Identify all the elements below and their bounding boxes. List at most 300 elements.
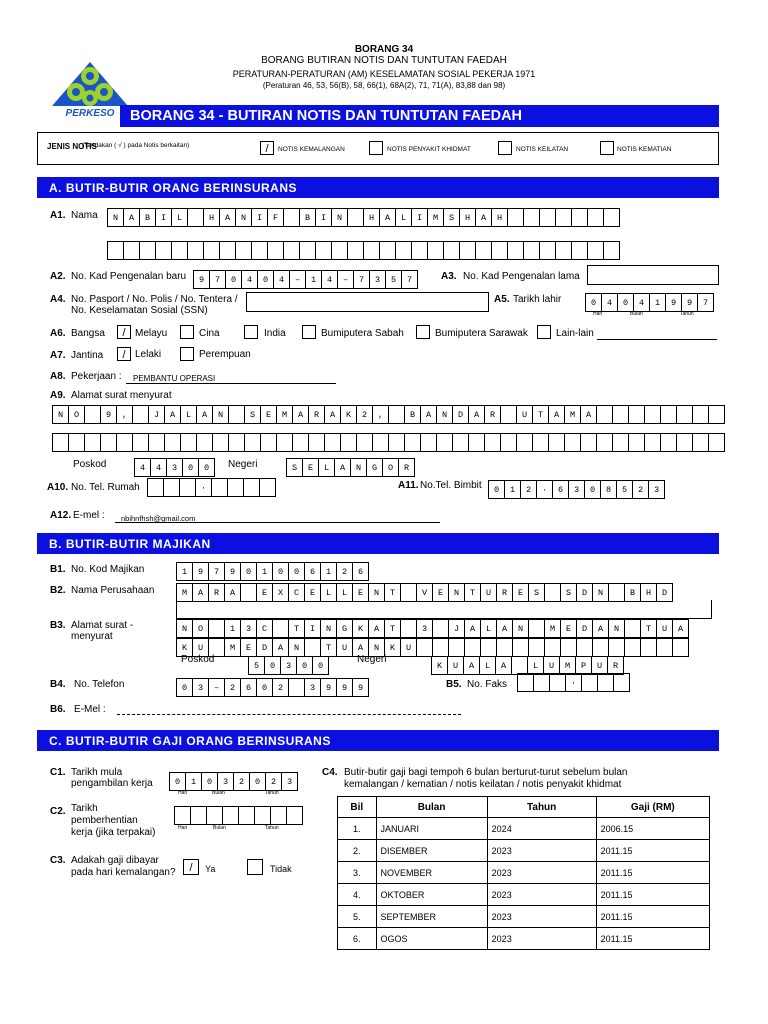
char-cell[interactable] <box>331 241 348 260</box>
char-cell[interactable]: 0 <box>488 480 505 499</box>
char-cell[interactable]: E <box>240 638 257 657</box>
char-cell[interactable] <box>272 619 289 638</box>
char-cell[interactable] <box>243 478 260 497</box>
char-cell[interactable] <box>288 678 305 697</box>
char-cell[interactable]: D <box>452 405 469 424</box>
char-cell[interactable]: 9 <box>665 293 682 312</box>
char-cell[interactable]: N <box>350 458 367 477</box>
char-cell[interactable]: N <box>448 583 465 602</box>
char-cell[interactable] <box>692 405 709 424</box>
char-cell[interactable] <box>171 241 188 260</box>
char-cell[interactable] <box>308 433 325 452</box>
b3-address-row2[interactable] <box>176 638 689 657</box>
salary-bulan[interactable]: SEPTEMBER <box>376 906 487 928</box>
char-cell[interactable]: 9 <box>192 562 209 581</box>
notis-keilatan-checkbox[interactable] <box>498 141 512 155</box>
char-cell[interactable]: V <box>416 583 433 602</box>
char-cell[interactable]: 0 <box>176 678 193 697</box>
char-cell[interactable] <box>468 433 485 452</box>
char-cell[interactable]: N <box>368 583 385 602</box>
a7-perempuan-checkbox[interactable] <box>180 347 194 361</box>
char-cell[interactable] <box>388 433 405 452</box>
char-cell[interactable] <box>549 673 566 692</box>
char-cell[interactable]: E <box>304 583 321 602</box>
char-cell[interactable] <box>592 638 609 657</box>
b1-employer-code[interactable] <box>176 562 369 581</box>
char-cell[interactable]: A <box>495 656 512 675</box>
char-cell[interactable] <box>640 638 657 657</box>
char-cell[interactable] <box>507 241 524 260</box>
b3-poskod[interactable] <box>248 656 329 675</box>
char-cell[interactable] <box>436 433 453 452</box>
a1-name-row1[interactable] <box>107 208 620 227</box>
char-cell[interactable]: E <box>432 583 449 602</box>
char-cell[interactable]: 1 <box>504 480 521 499</box>
char-cell[interactable]: 2 <box>265 772 282 791</box>
char-cell[interactable] <box>254 806 271 825</box>
char-cell[interactable]: U <box>656 619 673 638</box>
char-cell[interactable]: 0 <box>169 772 186 791</box>
char-cell[interactable]: K <box>176 638 193 657</box>
a7-lelaki-checkbox[interactable]: / <box>117 347 131 361</box>
char-cell[interactable] <box>404 433 421 452</box>
char-cell[interactable] <box>571 208 588 227</box>
char-cell[interactable] <box>315 241 332 260</box>
char-cell[interactable]: K <box>431 656 448 675</box>
salary-tahun[interactable]: 2023 <box>487 840 596 862</box>
salary-gaji[interactable]: 2006.15 <box>596 818 709 840</box>
char-cell[interactable] <box>644 433 661 452</box>
char-cell[interactable]: T <box>532 405 549 424</box>
char-cell[interactable]: R <box>496 583 513 602</box>
char-cell[interactable]: U <box>516 405 533 424</box>
char-cell[interactable]: D <box>576 619 593 638</box>
char-cell[interactable]: K <box>340 405 357 424</box>
char-cell[interactable] <box>123 241 140 260</box>
char-cell[interactable]: R <box>484 405 501 424</box>
char-cell[interactable]: H <box>491 208 508 227</box>
char-cell[interactable]: 7 <box>401 270 418 289</box>
salary-tahun[interactable]: 2024 <box>487 818 596 840</box>
char-cell[interactable]: P <box>575 656 592 675</box>
char-cell[interactable] <box>68 433 85 452</box>
char-cell[interactable] <box>603 208 620 227</box>
char-cell[interactable]: N <box>320 619 337 638</box>
char-cell[interactable] <box>100 433 117 452</box>
char-cell[interactable]: U <box>480 583 497 602</box>
char-cell[interactable] <box>603 241 620 260</box>
char-cell[interactable]: 3 <box>369 270 386 289</box>
char-cell[interactable]: I <box>315 208 332 227</box>
char-cell[interactable]: 0 <box>585 293 602 312</box>
char-cell[interactable] <box>528 619 545 638</box>
char-cell[interactable]: 1 <box>185 772 202 791</box>
char-cell[interactable]: S <box>528 583 545 602</box>
a6-lainlain-checkbox[interactable] <box>537 325 551 339</box>
char-cell[interactable] <box>532 433 549 452</box>
char-cell[interactable]: A <box>368 619 385 638</box>
char-cell[interactable]: C <box>256 619 273 638</box>
char-cell[interactable]: 5 <box>385 270 402 289</box>
char-cell[interactable] <box>459 241 476 260</box>
char-cell[interactable]: A <box>352 638 369 657</box>
char-cell[interactable] <box>581 673 598 692</box>
char-cell[interactable]: 0 <box>240 562 257 581</box>
char-cell[interactable]: L <box>180 405 197 424</box>
char-cell[interactable]: H <box>640 583 657 602</box>
char-cell[interactable]: R <box>607 656 624 675</box>
char-cell[interactable]: O <box>68 405 85 424</box>
char-cell[interactable] <box>555 241 572 260</box>
char-cell[interactable] <box>507 208 524 227</box>
char-cell[interactable] <box>304 638 321 657</box>
char-cell[interactable]: A <box>272 638 289 657</box>
char-cell[interactable]: 9 <box>224 562 241 581</box>
char-cell[interactable] <box>155 241 172 260</box>
char-cell[interactable] <box>523 241 540 260</box>
a5-birthdate[interactable] <box>585 293 714 312</box>
char-cell[interactable] <box>523 208 540 227</box>
char-cell[interactable]: · <box>195 478 212 497</box>
char-cell[interactable] <box>624 619 641 638</box>
char-cell[interactable] <box>363 241 380 260</box>
char-cell[interactable] <box>222 806 239 825</box>
char-cell[interactable]: L <box>318 458 335 477</box>
char-cell[interactable]: 2 <box>356 405 373 424</box>
b2-row2-input[interactable] <box>176 600 712 619</box>
char-cell[interactable]: 7 <box>209 270 226 289</box>
char-cell[interactable] <box>147 478 164 497</box>
char-cell[interactable] <box>656 638 673 657</box>
char-cell[interactable]: A <box>548 405 565 424</box>
char-cell[interactable] <box>624 638 641 657</box>
char-cell[interactable]: – <box>337 270 354 289</box>
char-cell[interactable]: A <box>196 405 213 424</box>
char-cell[interactable]: 4 <box>633 293 650 312</box>
char-cell[interactable]: 9 <box>320 678 337 697</box>
char-cell[interactable] <box>628 405 645 424</box>
char-cell[interactable] <box>259 478 276 497</box>
char-cell[interactable]: S <box>443 208 460 227</box>
notis-kemalangan-checkbox[interactable]: / <box>260 141 274 155</box>
char-cell[interactable]: I <box>304 619 321 638</box>
char-cell[interactable] <box>480 638 497 657</box>
char-cell[interactable] <box>228 433 245 452</box>
char-cell[interactable]: 3 <box>192 678 209 697</box>
char-cell[interactable] <box>660 433 677 452</box>
char-cell[interactable]: K <box>384 638 401 657</box>
char-cell[interactable]: A <box>420 405 437 424</box>
char-cell[interactable]: M <box>224 638 241 657</box>
char-cell[interactable] <box>372 433 389 452</box>
char-cell[interactable]: 6 <box>552 480 569 499</box>
salary-tahun[interactable]: 2023 <box>487 928 596 950</box>
char-cell[interactable] <box>260 433 277 452</box>
char-cell[interactable]: U <box>591 656 608 675</box>
char-cell[interactable] <box>432 638 449 657</box>
char-cell[interactable]: N <box>331 208 348 227</box>
char-cell[interactable]: H <box>203 208 220 227</box>
char-cell[interactable] <box>244 433 261 452</box>
char-cell[interactable] <box>420 433 437 452</box>
char-cell[interactable]: M <box>176 583 193 602</box>
char-cell[interactable]: 4 <box>150 458 167 477</box>
char-cell[interactable]: L <box>320 583 337 602</box>
char-cell[interactable]: 2 <box>520 480 537 499</box>
char-cell[interactable]: A <box>463 656 480 675</box>
char-cell[interactable] <box>132 433 149 452</box>
char-cell[interactable]: 0 <box>264 656 281 675</box>
salary-gaji[interactable]: 2011.15 <box>596 840 709 862</box>
char-cell[interactable]: 7 <box>697 293 714 312</box>
char-cell[interactable] <box>238 806 255 825</box>
char-cell[interactable] <box>576 638 593 657</box>
char-cell[interactable]: 9 <box>352 678 369 697</box>
salary-tahun[interactable]: 2023 <box>487 862 596 884</box>
char-cell[interactable] <box>107 241 124 260</box>
char-cell[interactable] <box>283 241 300 260</box>
char-cell[interactable] <box>571 241 588 260</box>
char-cell[interactable]: A <box>324 405 341 424</box>
c1-start-date[interactable] <box>169 772 298 791</box>
char-cell[interactable]: – <box>208 678 225 697</box>
char-cell[interactable] <box>139 241 156 260</box>
char-cell[interactable]: N <box>592 583 609 602</box>
a9-address-row2[interactable] <box>52 433 725 452</box>
char-cell[interactable]: N <box>176 619 193 638</box>
char-cell[interactable]: X <box>272 583 289 602</box>
char-cell[interactable]: I <box>155 208 172 227</box>
char-cell[interactable] <box>612 405 629 424</box>
char-cell[interactable] <box>148 433 165 452</box>
char-cell[interactable]: 3 <box>304 678 321 697</box>
char-cell[interactable] <box>292 433 309 452</box>
char-cell[interactable]: T <box>288 619 305 638</box>
salary-gaji[interactable]: 2011.15 <box>596 928 709 950</box>
char-cell[interactable] <box>228 405 245 424</box>
char-cell[interactable] <box>283 208 300 227</box>
a10-home-phone[interactable] <box>147 478 276 497</box>
char-cell[interactable] <box>448 638 465 657</box>
char-cell[interactable]: U <box>543 656 560 675</box>
char-cell[interactable] <box>251 241 268 260</box>
a9-poskod[interactable] <box>134 458 215 477</box>
char-cell[interactable]: 4 <box>241 270 258 289</box>
char-cell[interactable] <box>395 241 412 260</box>
char-cell[interactable]: N <box>52 405 69 424</box>
char-cell[interactable] <box>270 806 287 825</box>
char-cell[interactable]: 2 <box>272 678 289 697</box>
char-cell[interactable]: 0 <box>272 562 289 581</box>
char-cell[interactable]: 0 <box>617 293 634 312</box>
char-cell[interactable]: T <box>384 619 401 638</box>
salary-bulan[interactable]: JANUARI <box>376 818 487 840</box>
char-cell[interactable]: L <box>336 583 353 602</box>
char-cell[interactable] <box>347 208 364 227</box>
char-cell[interactable]: E <box>256 583 273 602</box>
char-cell[interactable] <box>500 405 517 424</box>
char-cell[interactable]: 0 <box>257 270 274 289</box>
char-cell[interactable] <box>692 433 709 452</box>
char-cell[interactable]: R <box>398 458 415 477</box>
a9-negeri[interactable] <box>286 458 415 477</box>
b4-phone[interactable] <box>176 678 369 697</box>
char-cell[interactable] <box>196 433 213 452</box>
char-cell[interactable]: , <box>116 405 133 424</box>
char-cell[interactable]: 0 <box>182 458 199 477</box>
char-cell[interactable] <box>708 433 725 452</box>
char-cell[interactable]: A <box>592 619 609 638</box>
b3-address-row1[interactable] <box>176 619 689 638</box>
char-cell[interactable]: E <box>302 458 319 477</box>
char-cell[interactable]: N <box>288 638 305 657</box>
char-cell[interactable] <box>628 433 645 452</box>
char-cell[interactable]: K <box>352 619 369 638</box>
char-cell[interactable]: 3 <box>281 772 298 791</box>
char-cell[interactable]: A <box>123 208 140 227</box>
char-cell[interactable]: 3 <box>166 458 183 477</box>
a3-ic-old-input[interactable] <box>587 265 719 285</box>
char-cell[interactable]: R <box>208 583 225 602</box>
char-cell[interactable] <box>324 433 341 452</box>
char-cell[interactable]: A <box>379 208 396 227</box>
char-cell[interactable]: H <box>459 208 476 227</box>
salary-gaji[interactable]: 2011.15 <box>596 862 709 884</box>
salary-tahun[interactable]: 2023 <box>487 906 596 928</box>
char-cell[interactable]: 1 <box>256 562 273 581</box>
char-cell[interactable]: A <box>580 405 597 424</box>
char-cell[interactable]: G <box>366 458 383 477</box>
a6-sabah-checkbox[interactable] <box>302 325 316 339</box>
char-cell[interactable] <box>379 241 396 260</box>
char-cell[interactable]: L <box>395 208 412 227</box>
char-cell[interactable] <box>190 806 207 825</box>
char-cell[interactable]: G <box>336 619 353 638</box>
char-cell[interactable]: 3 <box>568 480 585 499</box>
char-cell[interactable]: 0 <box>584 480 601 499</box>
char-cell[interactable]: F <box>267 208 284 227</box>
char-cell[interactable] <box>517 673 534 692</box>
b5-fax[interactable] <box>517 673 630 692</box>
char-cell[interactable] <box>132 405 149 424</box>
char-cell[interactable] <box>512 638 529 657</box>
a12-email-value[interactable]: nbihnfhsh@gmail.com <box>121 514 196 523</box>
char-cell[interactable]: N <box>608 619 625 638</box>
char-cell[interactable]: – <box>289 270 306 289</box>
char-cell[interactable]: B <box>624 583 641 602</box>
char-cell[interactable]: 9 <box>336 678 353 697</box>
char-cell[interactable] <box>560 638 577 657</box>
char-cell[interactable] <box>676 405 693 424</box>
char-cell[interactable]: N <box>212 405 229 424</box>
char-cell[interactable] <box>580 433 597 452</box>
char-cell[interactable]: A <box>164 405 181 424</box>
char-cell[interactable]: S <box>560 583 577 602</box>
char-cell[interactable] <box>608 638 625 657</box>
char-cell[interactable]: 2 <box>336 562 353 581</box>
a4-passport-input[interactable] <box>246 292 489 312</box>
a6-india-checkbox[interactable] <box>244 325 258 339</box>
salary-tahun[interactable]: 2023 <box>487 884 596 906</box>
char-cell[interactable] <box>544 638 561 657</box>
char-cell[interactable]: · <box>565 673 582 692</box>
char-cell[interactable] <box>116 433 133 452</box>
char-cell[interactable]: A <box>224 583 241 602</box>
char-cell[interactable]: 6 <box>240 678 257 697</box>
char-cell[interactable]: 7 <box>208 562 225 581</box>
char-cell[interactable] <box>206 806 223 825</box>
char-cell[interactable]: R <box>308 405 325 424</box>
char-cell[interactable]: 1 <box>320 562 337 581</box>
notis-penyakit-checkbox[interactable] <box>369 141 383 155</box>
char-cell[interactable]: U <box>447 656 464 675</box>
char-cell[interactable]: , <box>372 405 389 424</box>
char-cell[interactable] <box>613 673 630 692</box>
notis-kematian-checkbox[interactable] <box>600 141 614 155</box>
char-cell[interactable] <box>179 478 196 497</box>
char-cell[interactable] <box>475 241 492 260</box>
char-cell[interactable]: 2 <box>224 678 241 697</box>
char-cell[interactable] <box>411 241 428 260</box>
char-cell[interactable]: A <box>496 619 513 638</box>
char-cell[interactable] <box>452 433 469 452</box>
char-cell[interactable]: 2 <box>233 772 250 791</box>
salary-gaji[interactable]: 2011.15 <box>596 884 709 906</box>
char-cell[interactable] <box>564 433 581 452</box>
char-cell[interactable] <box>516 433 533 452</box>
char-cell[interactable] <box>612 433 629 452</box>
salary-bulan[interactable]: OKTOBER <box>376 884 487 906</box>
c3-ya-checkbox[interactable]: / <box>183 859 199 875</box>
a6-lainlain-line[interactable] <box>597 339 717 340</box>
a6-melayu-checkbox[interactable]: / <box>117 325 131 339</box>
char-cell[interactable]: E <box>260 405 277 424</box>
char-cell[interactable] <box>208 619 225 638</box>
salary-bulan[interactable]: DISEMBER <box>376 840 487 862</box>
char-cell[interactable]: L <box>171 208 188 227</box>
char-cell[interactable]: 5 <box>616 480 633 499</box>
char-cell[interactable] <box>347 241 364 260</box>
char-cell[interactable]: · <box>536 480 553 499</box>
char-cell[interactable] <box>484 433 501 452</box>
char-cell[interactable]: B <box>404 405 421 424</box>
char-cell[interactable] <box>539 208 556 227</box>
char-cell[interactable]: D <box>576 583 593 602</box>
char-cell[interactable] <box>219 241 236 260</box>
char-cell[interactable]: 5 <box>248 656 265 675</box>
c2-end-date[interactable] <box>174 806 303 825</box>
char-cell[interactable]: A <box>292 405 309 424</box>
char-cell[interactable] <box>587 208 604 227</box>
char-cell[interactable] <box>235 241 252 260</box>
char-cell[interactable] <box>180 433 197 452</box>
char-cell[interactable] <box>555 208 572 227</box>
char-cell[interactable] <box>528 638 545 657</box>
char-cell[interactable]: A <box>468 405 485 424</box>
char-cell[interactable]: A <box>334 458 351 477</box>
a9-address-row1[interactable] <box>52 405 725 424</box>
char-cell[interactable]: 0 <box>249 772 266 791</box>
char-cell[interactable] <box>427 241 444 260</box>
char-cell[interactable] <box>340 433 357 452</box>
char-cell[interactable]: E <box>352 583 369 602</box>
char-cell[interactable]: D <box>656 583 673 602</box>
char-cell[interactable]: 8 <box>600 480 617 499</box>
b6-email-line[interactable] <box>117 714 461 715</box>
char-cell[interactable] <box>644 405 661 424</box>
char-cell[interactable]: A <box>464 619 481 638</box>
char-cell[interactable]: H <box>363 208 380 227</box>
